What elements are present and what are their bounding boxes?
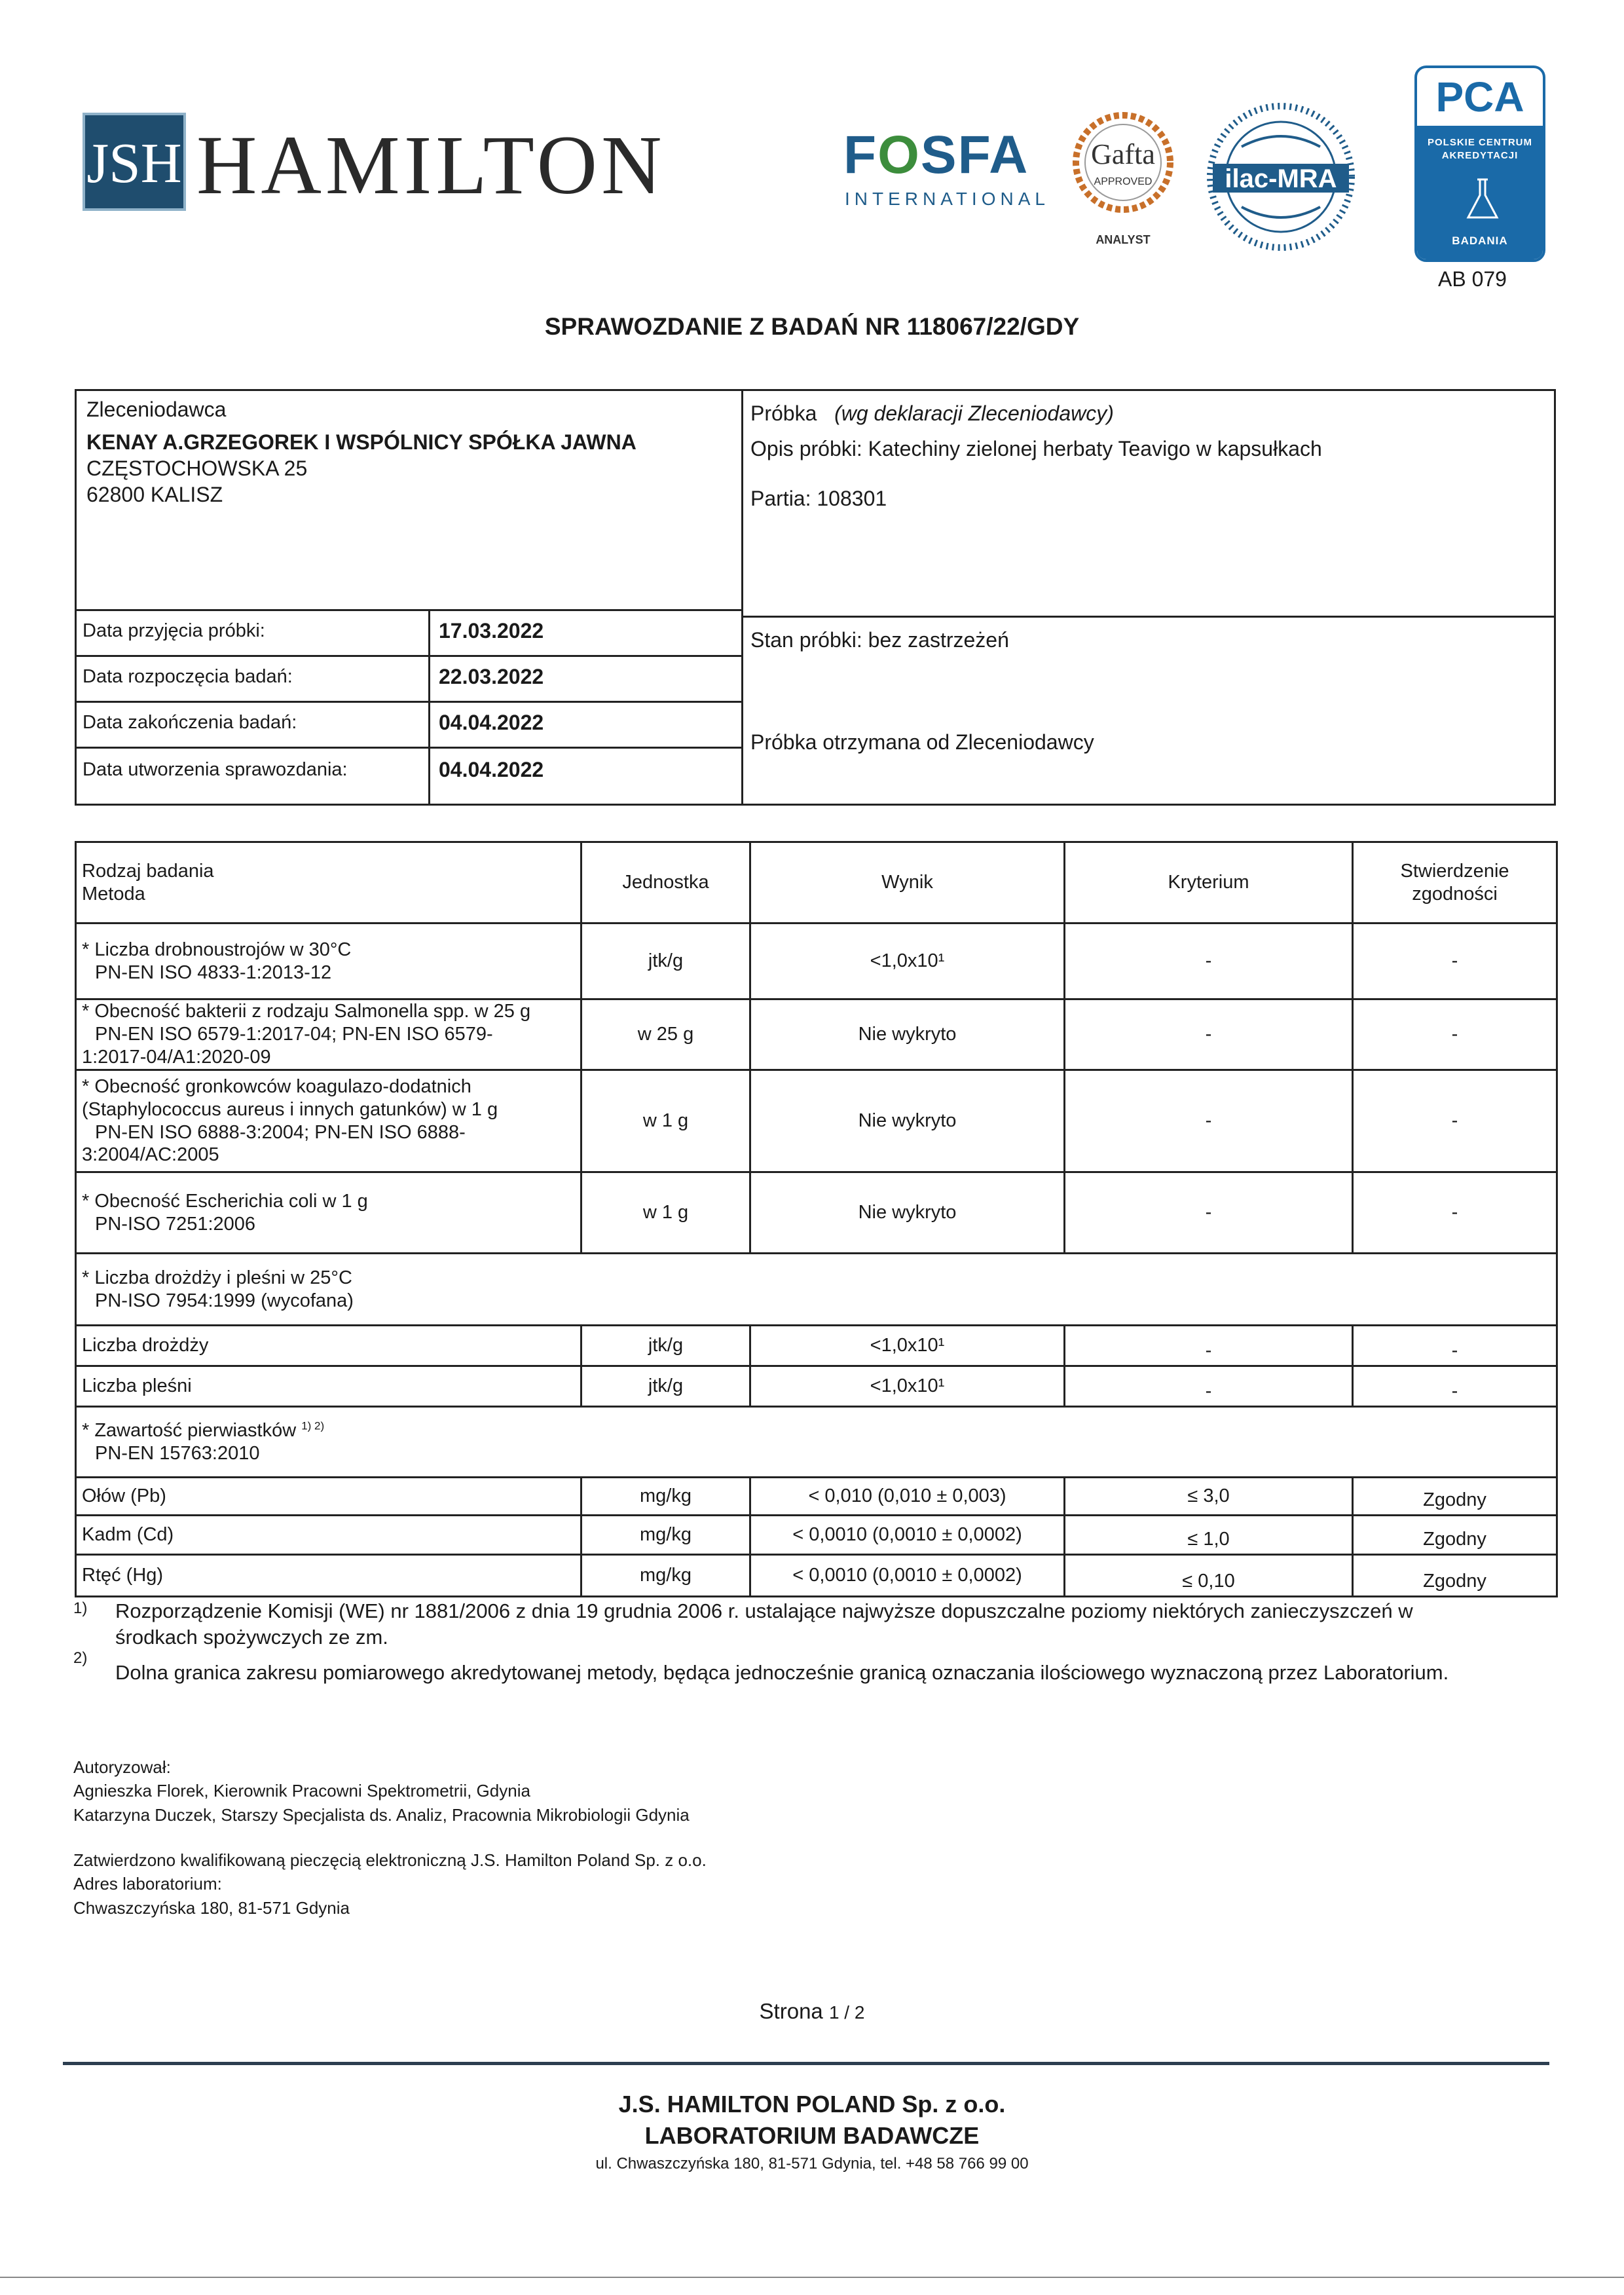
conformity-cell: Zgodny [1353,1478,1557,1516]
fosfa-logo: FOSFA [843,125,1029,185]
sample-received-from: Próbka otrzymana od Zleceniodawcy [750,730,1094,754]
sample-condition: Stan próbki: bez zastrzeżeń [750,628,1009,652]
seal-note: Zatwierdzono kwalifikowaną pieczęcią elektroniczną J.S. Hamilton Poland Sp. z o.o. [73,1850,707,1870]
unit-cell: w 1 g [581,1070,750,1172]
result-cell: Nie wykryto [750,1172,1065,1254]
table-group-row [76,1407,1557,1478]
group-name-cell: * Liczba drożdży i pleśni w 25°C PN-ISO 7954:1999 (wycofana) [76,1254,1557,1326]
criterion-cell: - [1065,1366,1353,1407]
test-name-cell: Ołów (Pb) [76,1478,581,1516]
svg-text:ANALYST: ANALYST [1096,233,1151,246]
lab-address: Chwaszczyńska 180, 81-571 Gdynia [73,1897,350,1918]
result-cell: < 0,0010 (0,0010 ± 0,0002) [750,1516,1065,1555]
svg-text:JSH: JSH [86,131,182,195]
test-name-cell: * Liczba drobnoustrojów w 30°C PN-EN ISO 4833-1:2013-12 [76,924,581,999]
conformity-cell: - [1353,1366,1557,1407]
unit-cell: w 1 g [581,1172,750,1254]
table-row [76,1478,1557,1516]
ilac-mra-logo-icon [1204,100,1358,254]
unit-cell: jtk/g [581,1326,750,1366]
svg-text:Gafta: Gafta [1091,138,1155,170]
group-name-cell: * Zawartość pierwiastków $^{1) 2)}$ PN-EN 15763:2010 [76,1407,1557,1478]
fosfa-subtitle: INTERNATIONAL [845,189,1050,209]
unit-cell: jtk/g [581,924,750,999]
conformity-cell: - [1353,1172,1557,1254]
footer-lab: LABORATORIUM BADAWCZE [644,2122,980,2149]
footer-divider [63,2062,1549,2065]
table-row [76,999,1557,1070]
results-table [75,841,1558,1597]
conformity-cell: Zgodny [1353,1555,1557,1597]
result-cell: <1,0x10¹ [750,924,1065,999]
conformity-cell: - [1353,1326,1557,1366]
authorizer-name: Katarzyna Duczek, Starszy Specjalista ds. Analiz, Pracownia Mikrobiologii Gdynia [73,1804,690,1825]
test-name-cell: * Obecność Escherichia coli w 1 g PN-ISO 7251:2006 [76,1172,581,1254]
test-name-cell: Rtęć (Hg) [76,1555,581,1597]
pca-logo [1414,65,1545,262]
lab-address-label: Adres laboratorium: [73,1874,222,1894]
accreditation-code: AB 079 [1438,267,1507,291]
criterion-cell: - [1065,999,1353,1070]
test-name-cell: * Obecność gronkowców koagulazo-dodatnich (Staphylococcus aureus i innych gatunków) w 1 g PN-EN ISO 6888-3:2004; PN-EN ISO 6888- 3:2004/AC:2005 [76,1070,581,1172]
criterion-cell: - [1065,1326,1353,1366]
company-name: HAMILTON [196,119,666,212]
table-row [76,1555,1557,1597]
date-label: Data utworzenia sprawozdania: [83,759,348,780]
table-row [76,1516,1557,1555]
client-label: Zleceniodawca [86,398,227,421]
column-header-test: Rodzaj badania Metoda [76,842,581,924]
footer-company: J.S. HAMILTON POLAND Sp. z o.o. [618,2091,1006,2118]
result-cell: < 0,0010 (0,0010 ± 0,0002) [750,1555,1065,1597]
client-city: 62800 KALISZ [86,483,223,506]
criterion-cell: - [1065,924,1353,999]
table-header-row [76,842,1557,924]
column-header-result: Wynik [750,842,1065,924]
sample-label: Próbka (wg deklaracji Zleceniodawcy) [750,401,1114,425]
table-group-row [76,1254,1557,1326]
table-row [76,924,1557,999]
gafta-logo-icon [1067,105,1179,249]
test-name-cell: Kadm (Cd) [76,1516,581,1555]
date-label: Data zakończenia badań: [83,712,297,733]
unit-cell: mg/kg [581,1478,750,1516]
date-value: 04.04.2022 [439,711,544,734]
conformity-cell: - [1353,1070,1557,1172]
criterion-cell: - [1065,1172,1353,1254]
authorization-block [73,1755,690,1827]
test-name-cell: Liczba drożdży [76,1326,581,1366]
sample-batch: Partia: 108301 [750,487,887,510]
jsh-monogram-icon [85,115,183,208]
unit-cell: w 25 g [581,999,750,1070]
client-street: CZĘSTOCHOWSKA 25 [86,457,308,480]
authorizer-name: Agnieszka Florek, Kierownik Pracowni Spektrometrii, Gdynia [73,1781,530,1801]
conformity-cell: - [1353,924,1557,999]
column-header-conformity: Stwierdzenie zgodności [1353,842,1557,924]
unit-cell: jtk/g [581,1366,750,1407]
test-name-cell: Liczba pleśni [76,1366,581,1407]
hamilton-logo-mark [83,113,186,211]
report-title: SPRAWOZDANIE Z BADAŃ NR 118067/22/GDY [544,313,1080,340]
column-header-unit: Jednostka [581,842,750,924]
sample-description: Opis próbki: Katechiny zielonej herbaty Teavigo w kapsułkach [750,437,1322,460]
result-cell: Nie wykryto [750,1070,1065,1172]
svg-text:APPROVED: APPROVED [1094,176,1153,187]
footnote-number: 2) [73,1649,88,1667]
seal-block [73,1848,707,1920]
result-cell: <1,0x10¹ [750,1366,1065,1407]
date-value: 17.03.2022 [439,619,544,643]
table-row [76,1172,1557,1254]
conformity-cell: Zgodny [1353,1516,1557,1555]
test-name-cell: * Obecność bakterii z rodzaju Salmonella spp. w 25 g PN-EN ISO 6579-1:2017-04; PN-EN ISO 6579- 1:2017-04/A1:2020-09 [76,999,581,1070]
footnote-number: 1) [73,1599,88,1617]
footer-address: ul. Chwaszczyńska 180, 81-571 Gdynia, tel. +48 58 766 99 00 [595,2155,1029,2173]
date-value: 22.03.2022 [439,665,544,688]
date-label: Data przyjęcia próbki: [83,620,265,641]
footnote-text: Dolna granica zakresu pomiarowego akredytowanej metody, będąca jednocześnie granicą oznaczania ilościowego wyznaczoną przez Laboratorium. [115,1661,1449,1684]
flask-icon [1463,177,1502,223]
client-name: KENAY A.GRZEGOREK I WSPÓLNICY SPÓŁKA JAWNA [86,430,637,454]
result-cell: Nie wykryto [750,999,1065,1070]
svg-text:ilac-MRA: ilac-MRA [1225,164,1337,193]
pca-title: PCA [1435,73,1524,121]
unit-cell: mg/kg [581,1516,750,1555]
table-row [76,1366,1557,1407]
authorization-label: Autoryzował: [73,1757,171,1777]
unit-cell: mg/kg [581,1555,750,1597]
column-header-criterion: Kryterium [1065,842,1353,924]
result-cell: < 0,010 (0,010 ± 0,003) [750,1478,1065,1516]
page-bottom-line [0,2277,1624,2278]
pca-label: BADANIA [1452,234,1508,247]
criterion-cell: ≤ 3,0 [1065,1478,1353,1516]
footnote-text: Rozporządzenie Komisji (WE) nr 1881/2006 z dnia 19 grudnia 2006 r. ustalające najwyższe dopuszczalne poziomy niektórych zanieczyszczeń w środkach spożywczych ze zm. [115,1599,1413,1649]
table-row [76,1070,1557,1172]
criterion-cell: ≤ 1,0 [1065,1516,1353,1555]
criterion-cell: ≤ 0,10 [1065,1555,1353,1597]
page-number: Strona 1 / 2 [759,1999,865,2023]
result-cell: <1,0x10¹ [750,1326,1065,1366]
pca-subtitle: POLSKIE CENTRUM AKREDYTACJI [1427,137,1532,161]
date-label: Data rozpoczęcia badań: [83,666,293,687]
criterion-cell: - [1065,1070,1353,1172]
date-value: 04.04.2022 [439,758,544,781]
conformity-cell: - [1353,999,1557,1070]
table-row [76,1326,1557,1366]
